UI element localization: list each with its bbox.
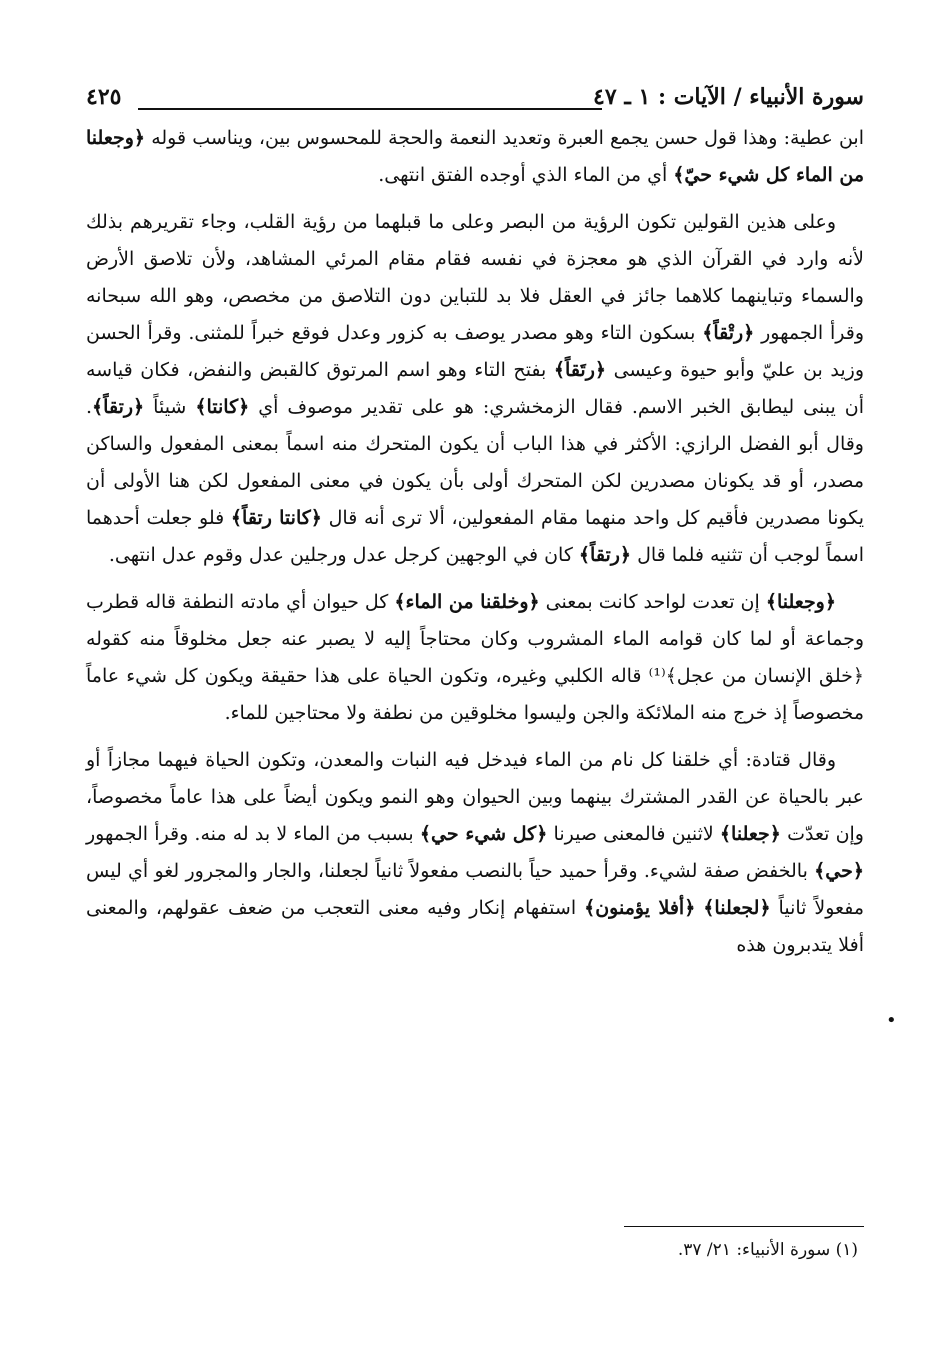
text-run: كل حيوان أي مادته النطفة قاله قطرب وجماعة أو لما كان قوامه الماء المشروب وكان محتاجاً إليه لا يصبر عنه جعل مخلوقاً منه كقوله: [86, 591, 864, 650]
quran-quote: ﴿وجعلنا﴾: [765, 591, 836, 613]
text-run: استفهام إنكار وفيه معنى التعجب من ضعف عقولهم، والمعنى أفلا يتدبرون هذه: [86, 897, 864, 956]
quran-quote: ﴿جعلنا﴾: [719, 823, 781, 845]
main-text: [86, 120, 864, 964]
margin-dot: •: [886, 1010, 897, 1031]
paragraph-2: [86, 204, 864, 574]
page-number: ٤٢٥: [86, 84, 122, 110]
text-run: بالخفض صفة لشيء. وقرأ حميد حياً بالنصب مفعولاً ثانياً لجعلنا، والجار والمجرور لغو أي ليس مفعولاً ثانياً: [86, 860, 864, 919]
text-run: ⁽¹⁾: [648, 665, 666, 687]
text-run: فلو جعلت أحدهما اسماً لوجب أن تثنيه فلما قال: [86, 507, 864, 566]
text-run: وعلى هذين القولين تكون الرؤية من البصر وعلى ما قبلهما من رؤية القلب، وجاء تقريرهم بذلك لأنه وارد في القرآن الذي هو معجزة في نفسه فقام مقام المرئي المشاهد، ولأن تلاصق الأرض والسماء وتباينهما كلاهما جائز في العقل فلا بد للتباين دون التلاصق من مخصص، وهو الله سبحانه وقرأ الجمهور: [86, 211, 864, 344]
page: [86, 84, 864, 974]
paragraph-3: [86, 584, 864, 732]
quran-quote: ﴿رتقاً﴾: [92, 396, 145, 418]
text-run: بسكون التاء وهو مصدر يوصف به كزور وعدل فوقع خبراً للمثنى. وقرأ الحسن وزيد بن عليّ وأبو حيوة وعيسى: [86, 322, 864, 381]
text-run: كان في الوجهين كرجل عدل ورجلين عدل وقوم عدل انتهى.: [108, 544, 579, 566]
text-run: أي من الماء الذي أوجده الفتق انتهى.: [378, 164, 674, 186]
quran-quote: ﴿رتْقاً﴾: [702, 322, 755, 344]
text-run: ابن عطية: وهذا قول حسن يجمع العبرة وتعديد النعمة والحجة للمحسوس بين، ويناسب قوله: [145, 127, 864, 149]
footnote-rule: [624, 1226, 864, 1227]
text-run: شيئاً: [144, 396, 196, 418]
surah-title: سورة الأنبياء / الآيات : ١ ـ ٤٧: [593, 84, 864, 110]
text-run: إن تعدت لواحد كانت بمعنى: [539, 591, 766, 613]
quran-quote: ﴿حي﴾: [814, 860, 865, 882]
text-run: ﴿خلق الإنسان من عجل﴾: [665, 665, 864, 687]
quran-quote: ﴿وخلقنا من الماء﴾: [394, 591, 540, 613]
quran-quote: ﴿وجعلنا من الماء كل شيء حيّ﴾: [86, 127, 864, 186]
quran-quote: ﴿رتَقاً﴾: [553, 359, 607, 381]
quran-quote: ﴿أفلا يؤمنون﴾: [584, 897, 696, 919]
header-rule: [138, 108, 602, 110]
quran-quote: ﴿كانتا رتقاً﴾: [230, 507, 322, 529]
text-run: لاثنين فالمعنى صيرنا: [547, 823, 720, 845]
quran-quote: ﴿كل شيء حي﴾: [419, 823, 548, 845]
running-header: [86, 84, 864, 120]
text-run: . وقال أبو الفضل الرازي: الأكثر في هذا الباب أن يكون المتحرك منه اسماً بمعنى المفعول والساكن مصدر، أو قد يكونان مصدرين لكن المتحرك أولى بأن يكون في معنى المفعول لكن هنا الأولى أن يكونا مصدرين فأقيم كل واحد منهما مقام المفعولين، ألا ترى أنه قال: [86, 396, 864, 529]
text-run: قاله الكلبي وغيره، وتكون الحياة على هذا حقيقة ويكون كل شيء عاماً مخصوصاً إذ خرج منه الملائكة والجن وليسوا مخلوقين من نطفة ولا محتاجين للماء.: [86, 665, 864, 724]
text-run: بفتح التاء وهو اسم المرتوق كالقبض والنفض، فكان قياسه أن يبنى ليطابق الخبر الاسم. فقال الزمخشري: هو على تقدير موصوف أي: [86, 359, 864, 418]
text-run: وقال قتادة: أي خلقنا كل نام من الماء فيدخل فيه النبات والمعدن، وتكون الحياة فيهما مجازاً أو عبر بالحياة عن القدر المشترك بينهما وبين الحيوان وهو النمو ويكون أيضاً على هذا عاماً مخصوصاً، وإن تعدّت: [86, 749, 864, 845]
quran-quote: ﴿لجعلنا﴾: [703, 897, 771, 919]
quran-quote: ﴿كانتا﴾: [195, 396, 250, 418]
text-run: بسبب من الماء لا بد له منه. وقرأ الجمهور: [86, 823, 420, 845]
footnote: (١) سورة الأنبياء: ٢١/ ٣٧.: [677, 1240, 858, 1260]
paragraph-1: [86, 120, 864, 194]
quran-quote: ﴿رتقاً﴾: [578, 544, 632, 566]
paragraph-4: [86, 742, 864, 964]
